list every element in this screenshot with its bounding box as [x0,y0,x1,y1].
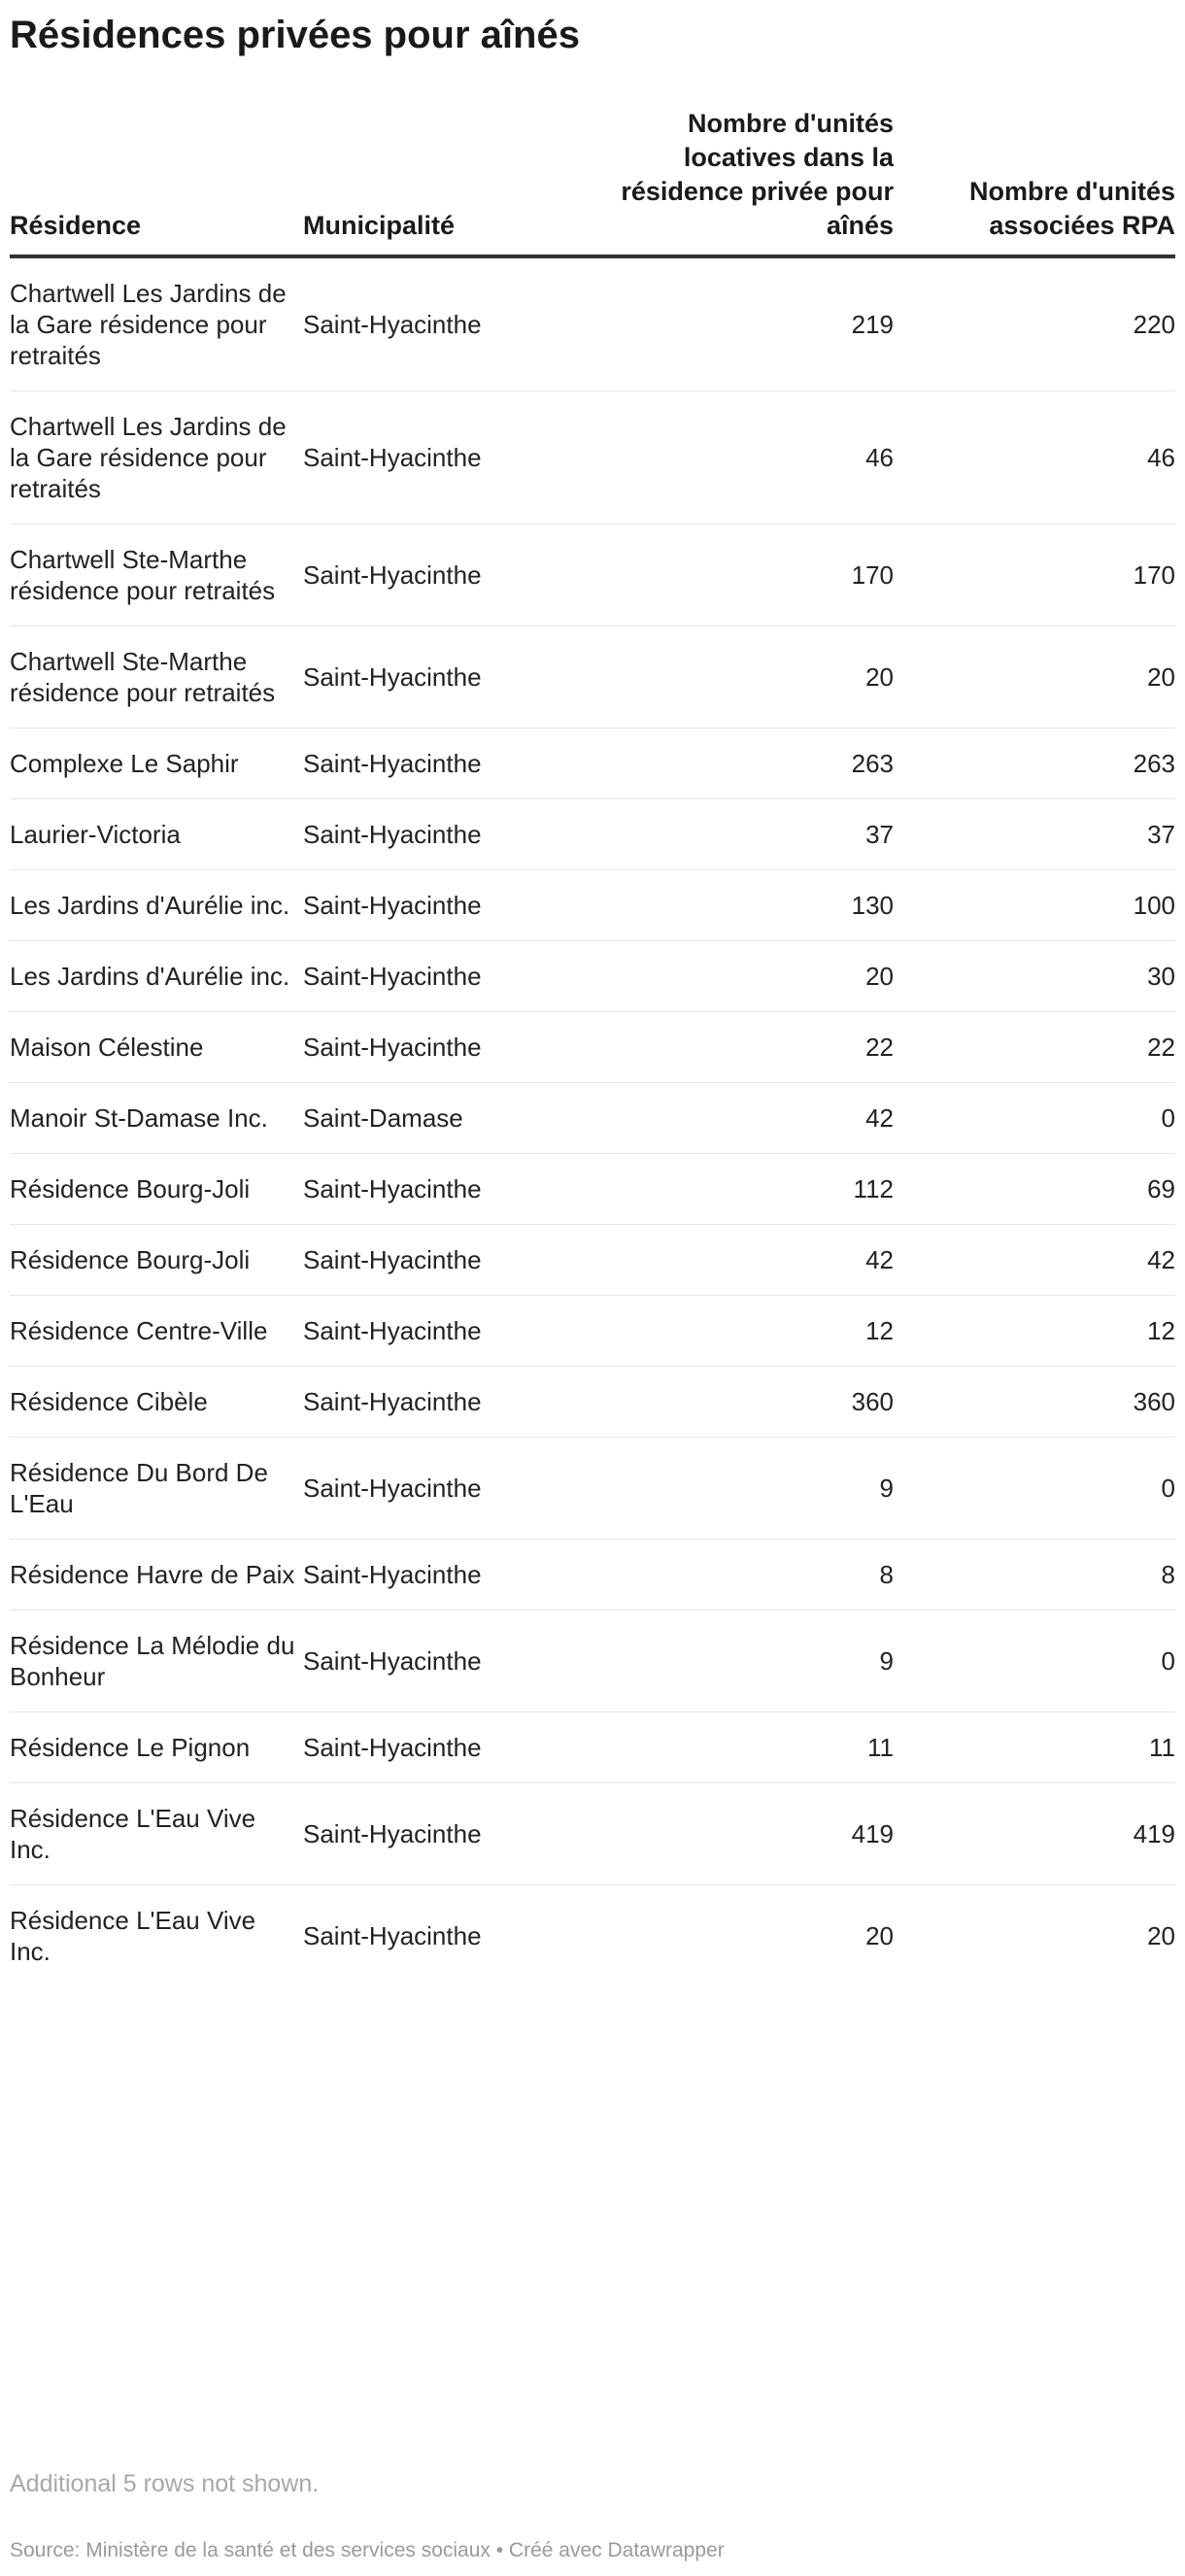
cell-unites-locatives: 112 [600,1154,894,1225]
cell-residence: Résidence L'Eau Vive Inc. [10,1783,303,1885]
table-row [10,799,1175,870]
cell-residence: Les Jardins d'Aurélie inc. [10,941,303,1012]
table-row [10,1540,1175,1610]
cell-unites-rpa: 37 [894,799,1175,870]
page-title: Résidences privées pour aînés [10,14,580,56]
cell-residence: Résidence La Mélodie du Bonheur [10,1610,303,1712]
cell-unites-locatives: 11 [600,1712,894,1783]
cell-residence: Chartwell Ste-Marthe résidence pour retraités [10,627,303,729]
cell-residence: Les Jardins d'Aurélie inc. [10,870,303,941]
cell-residence: Résidence Centre-Ville [10,1296,303,1367]
cell-unites-locatives: 419 [600,1783,894,1885]
cell-residence: Manoir St-Damase Inc. [10,1083,303,1154]
cell-unites-rpa: 0 [894,1083,1175,1154]
cell-municipalite: Saint-Damase [303,1083,600,1154]
cell-unites-rpa: 170 [894,525,1175,627]
cell-unites-locatives: 8 [600,1540,894,1610]
cell-residence: Résidence L'Eau Vive Inc. [10,1906,256,1966]
cell-residence: Résidence Cibèle [10,1367,303,1438]
table-container [10,107,1175,1986]
cell-municipalite: Saint-Hyacinthe [303,1712,600,1783]
cell-municipalite: Saint-Hyacinthe [303,1154,600,1225]
table-notes: Additional 5 rows not shown. [10,2470,320,2497]
cell-municipalite: Saint-Hyacinthe [303,1540,600,1610]
residences-table [10,107,1175,1986]
cell-unites-rpa: 100 [894,870,1175,941]
table-row [10,1296,1175,1367]
cell-unites-rpa: 0 [894,1438,1175,1540]
cell-municipalite: Saint-Hyacinthe [303,627,600,729]
cell-residence: Résidence Du Bord De L'Eau [10,1438,303,1540]
cell-unites-locatives: 12 [600,1296,894,1367]
cell-residence: Chartwell Les Jardins de la Gare résidence pour retraités [10,391,303,525]
table-row [10,941,1175,1012]
header-row [10,107,1175,256]
cell-unites-rpa: 11 [894,1712,1175,1783]
cell-unites-rpa: 419 [894,1783,1175,1885]
cell-municipalite: Saint-Hyacinthe [303,525,600,627]
cell-unites-locatives: 263 [600,729,894,799]
cell-municipalite: Saint-Hyacinthe [303,941,600,1012]
cell-unites-locatives: 20 [865,1921,894,1950]
table-row [10,627,1175,729]
cell-municipalite: Saint-Hyacinthe [303,1610,600,1712]
source-footer: Source: Ministère de la santé et des services sociaux • Créé avec Datawrapper [10,2539,725,2561]
cell-unites-locatives: 46 [600,391,894,525]
cell-unites-rpa: 12 [894,1296,1175,1367]
cell-unites-locatives: 20 [600,941,894,1012]
cell-municipalite: Saint-Hyacinthe [303,1783,600,1885]
cell-residence: Résidence Le Pignon [10,1712,303,1783]
cell-municipalite: Saint-Hyacinthe [303,1438,600,1540]
cell-residence: Résidence Bourg-Joli [10,1225,303,1296]
cell-residence: Chartwell Ste-Marthe résidence pour retraités [10,525,303,627]
cell-municipalite: Saint-Hyacinthe [303,391,600,525]
cell-unites-rpa: 20 [894,627,1175,729]
cell-unites-locatives: 22 [600,1012,894,1083]
cell-municipalite: Saint-Hyacinthe [303,870,600,941]
cell-unites-rpa: 20 [1147,1921,1175,1950]
cell-unites-rpa: 22 [894,1012,1175,1083]
cell-unites-locatives: 170 [600,525,894,627]
cell-residence: Complexe Le Saphir [10,729,303,799]
column-header-unites-rpa[interactable]: Nombre d'unités associées RPA [894,107,1175,256]
table-row [10,729,1175,799]
cell-residence: Résidence Havre de Paix [10,1540,303,1610]
cell-unites-rpa: 220 [894,256,1175,391]
table-row [10,1712,1175,1783]
table-row [10,1012,1175,1083]
cell-residence: Maison Célestine [10,1012,303,1083]
table-row [10,1783,1175,1885]
table-row [10,1083,1175,1154]
cell-unites-rpa: 42 [894,1225,1175,1296]
cell-unites-rpa: 46 [894,391,1175,525]
table-row [10,1154,1175,1225]
cell-municipalite: Saint-Hyacinthe [303,1921,482,1950]
cell-unites-locatives: 42 [600,1083,894,1154]
cell-unites-rpa: 69 [894,1154,1175,1225]
column-header-unites-locatives[interactable]: Nombre d'unités locatives dans la résidence privée pour aînés [600,107,894,256]
table-body [10,256,1175,1986]
table-row [10,525,1175,627]
cell-municipalite: Saint-Hyacinthe [303,1012,600,1083]
cell-unites-rpa: 263 [894,729,1175,799]
cell-unites-locatives: 9 [600,1438,894,1540]
cell-municipalite: Saint-Hyacinthe [303,799,600,870]
cell-unites-locatives: 360 [600,1367,894,1438]
cell-municipalite: Saint-Hyacinthe [303,1225,600,1296]
cell-residence: Résidence Bourg-Joli [10,1154,303,1225]
cell-municipalite: Saint-Hyacinthe [303,256,600,391]
cell-unites-locatives: 42 [600,1225,894,1296]
cell-unites-locatives: 219 [600,256,894,391]
table-row [10,1885,1175,1987]
cell-unites-locatives: 130 [600,870,894,941]
cell-unites-rpa: 360 [894,1367,1175,1438]
table-row [10,391,1175,525]
table-row [10,870,1175,941]
table-header [10,107,1175,256]
cell-unites-locatives: 37 [600,799,894,870]
table-row [10,1367,1175,1438]
cell-residence: Chartwell Les Jardins de la Gare résidence pour retraités [10,256,303,391]
cell-municipalite: Saint-Hyacinthe [303,729,600,799]
cell-residence: Laurier-Victoria [10,799,303,870]
table-row [10,1438,1175,1540]
cell-unites-locatives: 20 [600,627,894,729]
table-row [10,1225,1175,1296]
column-header-residence[interactable]: Résidence [10,107,303,256]
cell-unites-rpa: 8 [894,1540,1175,1610]
cell-municipalite: Saint-Hyacinthe [303,1367,600,1438]
table-row [10,1610,1175,1712]
cell-unites-rpa: 0 [894,1610,1175,1712]
table-row [10,256,1175,391]
column-header-municipalite[interactable]: Municipalité [303,107,600,256]
cell-municipalite: Saint-Hyacinthe [303,1296,600,1367]
cell-unites-locatives: 9 [600,1610,894,1712]
cell-unites-rpa: 30 [894,941,1175,1012]
